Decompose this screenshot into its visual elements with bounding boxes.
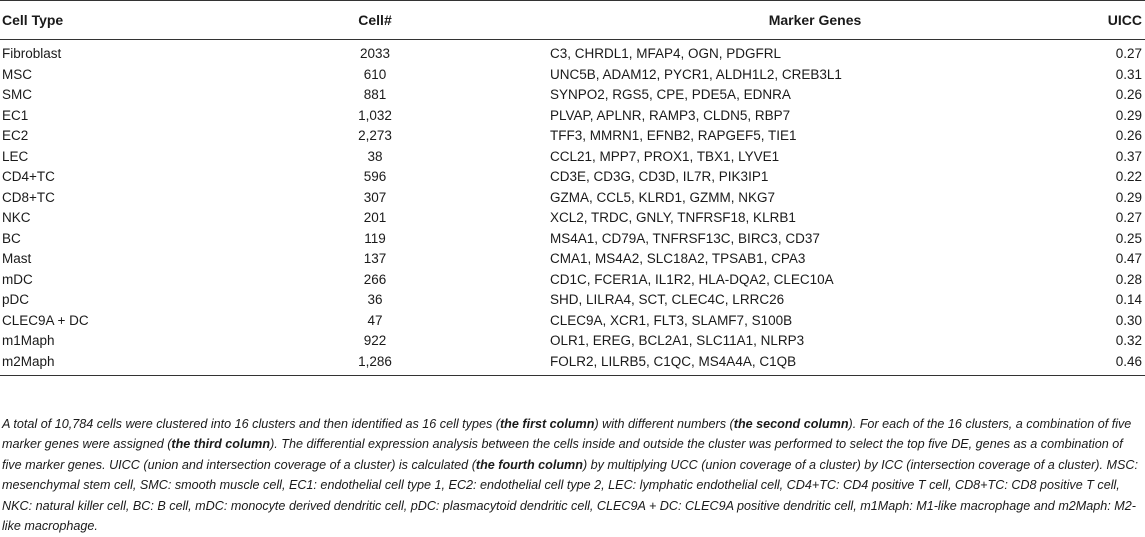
cell-type-cell: LEC [2,148,29,164]
uicc-cell: 0.32 [1115,333,1142,348]
marker-genes-cell: MS4A1, CD79A, TNFRSF13C, BIRC3, CD37 [550,230,820,246]
uicc-cell: 0.29 [1115,189,1142,205]
footnote-text: ). For each of the 16 clusters, a combination of five marker genes were assigned ( [2,416,1132,452]
table-row [0,188,1145,209]
footnote-text: ) by multiplying UCC (union coverage of a cluster) by ICC (intersection coverage of a cluster). MSC: mesenchymal stem cell, SMC: smooth muscle cell, EC1: endothelial cell type 1, EC2: endothelial cell type 2, LEC: lymphatic endothelial cell, CD4+TC: CD4 positive T cell, CD8+TC: CD8 positive T cell, NKC: natural killer cell, BC: B cell, mDC: monocyte derived dendritic cell, pDC: plasmacytoid dendritic cell, CLEC9A + DC: CLEC9A positive dendritic cell, m1Maph: M1-like macrophage and m2Maph: M2-like macrophage. [2,457,1138,534]
marker-genes-cell: CMA1, MS4A2, SLC18A2, TPSAB1, CPA3 [550,251,806,266]
cell-count-cell: 137 [363,251,387,266]
footnote-text: ) with different numbers ( [594,416,734,431]
table-row [0,167,1145,188]
cell-type-cell: MSC [2,66,32,82]
marker-genes-cell: FOLR2, LILRB5, C1QC, MS4A4A, C1QB [550,352,1080,376]
cell-count-cell: 922 [363,333,387,348]
table-row [0,249,1145,270]
cell-type-cell: pDC [2,292,30,307]
table-row [0,311,1145,332]
table-row [0,126,1145,147]
table-row [0,106,1145,127]
marker-genes-cell: PLVAP, APLNR, RAMP3, CLDN5, RBP7 [550,107,791,123]
cell-type-cell: m2Maph [0,352,200,376]
cell-type-cell: Mast [2,251,32,266]
uicc-cell: 0.25 [1115,230,1142,246]
marker-genes-cell: XCL2, TRDC, GNLY, TNFRSF18, KLRB1 [550,210,796,225]
table-row [0,208,1145,229]
cell-count-cell: 2033 [359,46,391,61]
marker-genes-cell: SYNPO2, RGS5, CPE, PDE5A, EDNRA [550,87,791,102]
table-row [0,65,1145,86]
uicc-cell: 0.22 [1115,169,1142,184]
marker-genes-cell: CD3E, CD3G, CD3D, IL7R, PIK3IP1 [550,169,769,184]
table-header-row [0,1,1145,40]
header-cell-count: Cell# [200,1,550,40]
uicc-cell: 0.26 [1115,128,1142,143]
uicc-cell: 0.28 [1115,271,1142,287]
table-row [0,147,1145,168]
marker-genes-cell: CCL21, MPP7, PROX1, TBX1, LYVE1 [550,148,780,164]
cell-count-cell: 307 [363,189,387,205]
marker-genes-cell: GZMA, CCL5, KLRD1, GZMM, NKG7 [550,189,776,205]
cell-type-cell: BC [2,230,21,246]
cell-type-cell: NKC [2,210,31,225]
footnote-emphasis: the first column [499,416,595,431]
uicc-cell: 0.47 [1115,251,1142,266]
cell-count-cell: 1,286 [200,352,550,376]
cell-type-cell: EC2 [2,128,29,143]
table-row [0,331,1145,352]
cell-count-cell: 119 [364,230,386,246]
uicc-cell: 0.29 [1115,107,1142,123]
uicc-cell: 0.26 [1115,87,1142,102]
marker-genes-cell: C3, CHRDL1, MFAP4, OGN, PDGFRL [550,46,782,61]
uicc-cell: 0.27 [1115,210,1142,225]
marker-genes-cell: CLEC9A, XCR1, FLT3, SLAMF7, S100B [550,312,793,328]
cell-type-cell: Fibroblast [2,46,62,61]
uicc-cell: 0.46 [1080,352,1145,376]
cell-count-cell: 2,273 [358,128,392,143]
table-row [0,270,1145,291]
marker-genes-cell: CD1C, FCER1A, IL1R2, HLA-DQA2, CLEC10A [550,271,834,287]
cell-count-cell: 38 [367,148,383,164]
marker-genes-cell: TFF3, MMRN1, EFNB2, RAPGEF5, TIE1 [550,128,797,143]
table-row [0,290,1145,311]
cell-count-cell: 201 [363,210,387,225]
cell-type-cell: m1Maph [2,333,55,348]
footnote-emphasis: the fourth column [475,457,583,472]
cell-count-cell: 610 [363,66,387,82]
uicc-cell: 0.14 [1115,292,1142,307]
marker-genes-cell: SHD, LILRA4, SCT, CLEC4C, LRRC26 [550,292,785,307]
cell-type-cell: CLEC9A + DC [2,312,89,328]
cell-count-cell: 36 [367,292,383,307]
cell-type-cell: CD4+TC [2,169,55,184]
uicc-cell: 0.31 [1115,66,1142,82]
table-row [0,85,1145,106]
header-cell-type: Cell Type [0,1,200,40]
header-marker-genes: Marker Genes [550,1,1080,40]
footnote-text: A total of 10,784 cells were clustered into 16 clusters and then identified as 16 cell types ( [2,416,500,431]
cell-type-cell: mDC [2,271,33,287]
table-row [0,229,1145,250]
header-uicc: UICC [1080,1,1145,40]
table-footnote [2,414,1142,537]
cell-count-cell: 881 [363,87,387,102]
uicc-cell: 0.27 [1115,46,1142,61]
cell-count-cell: 1,032 [358,107,392,123]
cell-type-cell: SMC [2,87,32,102]
footnote-emphasis: the third column [171,437,271,452]
table-body [0,40,1145,376]
table-row [0,40,1145,65]
uicc-cell: 0.37 [1115,148,1142,164]
cell-count-cell: 47 [367,312,383,328]
marker-genes-cell: OLR1, EREG, BCL2A1, SLC11A1, NLRP3 [550,333,805,348]
cell-count-cell: 266 [363,271,387,287]
marker-genes-cell: UNC5B, ADAM12, PYCR1, ALDH1L2, CREB3L1 [550,66,842,82]
uicc-cell: 0.30 [1115,312,1142,328]
footnote-emphasis: the second column [733,416,849,431]
cell-count-cell: 596 [363,169,387,184]
table-row [0,352,1145,376]
footnote-text: ). The differential expression analysis between the cells inside and outside the cluster was performed to select the top five DE, genes as a combination of five marker genes. UICC (union and intersection coverage of a cluster) is calculated ( [2,437,1123,472]
cell-type-cell: EC1 [2,107,29,123]
cell-type-cell: CD8+TC [2,189,55,205]
